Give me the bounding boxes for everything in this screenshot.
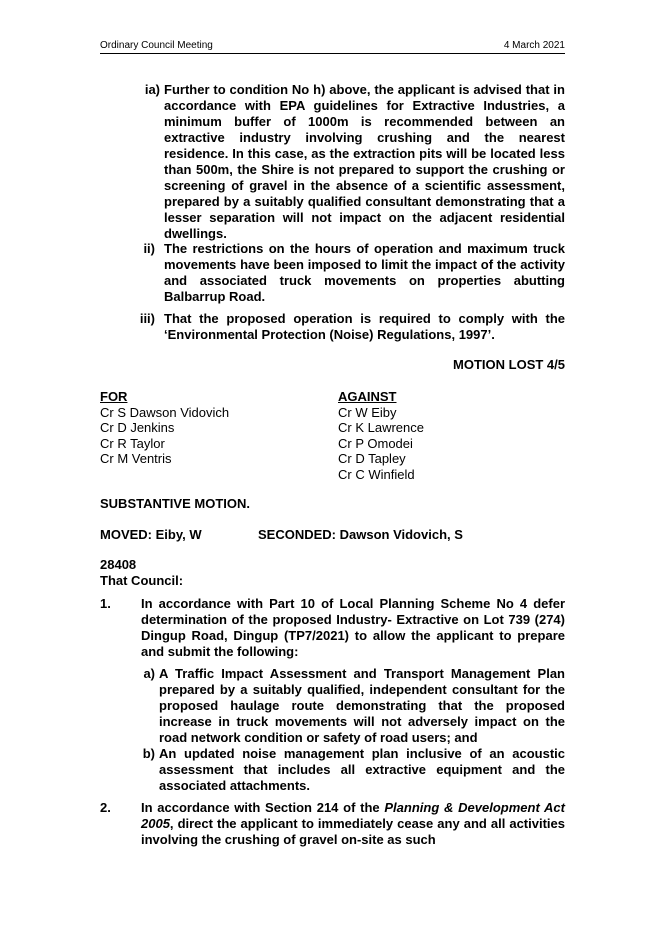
motion-result: MOTION LOST 4/5 bbox=[453, 357, 565, 372]
votes-against bbox=[338, 389, 424, 483]
condition-ia-label: ia) bbox=[144, 82, 160, 97]
subitem-a-label: a) bbox=[143, 666, 155, 681]
page-header bbox=[100, 39, 565, 54]
item-2-text-after: , direct the applicant to immediately cease any and all activities involving the crushing of gravel on-site as such bbox=[141, 816, 565, 847]
meeting-date: 4 March 2021 bbox=[503, 40, 565, 51]
against-councillor: Cr D Tapley bbox=[338, 451, 406, 467]
condition-iii-label: iii) bbox=[139, 311, 155, 326]
substantive-heading: SUBSTANTIVE MOTION. bbox=[100, 496, 250, 511]
meeting-title: Ordinary Council Meeting bbox=[100, 40, 213, 51]
condition-iii-text: That the proposed operation is required to comply with the ‘Environmental Protection (Noise) Regulations, 1997’. bbox=[164, 311, 565, 342]
item-1-text: In accordance with Part 10 of Local Planning Scheme No 4 defer determination of the proposed Industry- Extractive on Lot 739 (274) Dingup Road, Dingup (TP7/2021) to allow the applicant to prepare and submit the following: bbox=[141, 596, 565, 659]
for-councillor: Cr S Dawson Vidovich bbox=[100, 404, 230, 420]
item-2-act-name: Planning & Development Act 2005 bbox=[141, 800, 565, 831]
resolution-number: 28408 bbox=[100, 557, 137, 572]
subitem-b-text: An updated noise management plan inclusive of an acoustic assessment that includes all extractive equipment and the associated attachments. bbox=[159, 746, 565, 793]
for-councillor: Cr R Taylor bbox=[100, 435, 165, 451]
item-2-text-before: In accordance with Section 214 of the bbox=[141, 800, 385, 815]
item-2-label: 2. bbox=[100, 800, 111, 815]
subitem-b-label: b) bbox=[142, 746, 155, 761]
seconded-by: SECONDED: Dawson Vidovich, S bbox=[258, 527, 463, 542]
that-council: That Council: bbox=[100, 573, 184, 588]
for-councillor: Cr M Ventris bbox=[100, 451, 172, 467]
against-councillor: Cr P Omodei bbox=[338, 435, 413, 451]
against-councillor: Cr K Lawrence bbox=[338, 420, 424, 436]
condition-ii-label: ii) bbox=[143, 241, 155, 256]
against-councillor: Cr C Winfield bbox=[338, 466, 415, 482]
for-heading: FOR bbox=[100, 389, 128, 404]
for-councillor: Cr D Jenkins bbox=[100, 420, 175, 436]
moved-by: MOVED: Eiby, W bbox=[100, 527, 202, 542]
condition-ii-text: The restrictions on the hours of operation and maximum truck movements have been imposed to limit the impact of the activity and associated truck movements on properties abutting Balbarrup Road. bbox=[164, 241, 565, 304]
against-councillor: Cr W Eiby bbox=[338, 404, 397, 420]
against-heading: AGAINST bbox=[338, 389, 397, 404]
condition-ia-text: Further to condition No h) above, the applicant is advised that in accordance with EPA guidelines for Extractive Industries, a minimum buffer of 1000m is recommended between an extractive industry involving crushing and the nearest residence. In this case, as the extraction pits will be located less than 500m, the Shire is not prepared to support the crushing or screening of gravel in the absence of a scientific assessment, prepared by a suitably qualified consultant demonstrating that a lesser separation will not impact on the adjacent residential dwellings. bbox=[164, 82, 565, 241]
item-1-label: 1. bbox=[100, 596, 111, 611]
votes-for bbox=[100, 389, 229, 467]
subitem-a-text: A Traffic Impact Assessment and Transport Management Plan prepared by a suitably qualified, independent consultant for the proposed haulage route demonstrating that the proposed increase in truck movements will not adversely impact on the road network condition or safety of road users; and bbox=[159, 666, 565, 745]
item-2-text bbox=[141, 800, 565, 848]
